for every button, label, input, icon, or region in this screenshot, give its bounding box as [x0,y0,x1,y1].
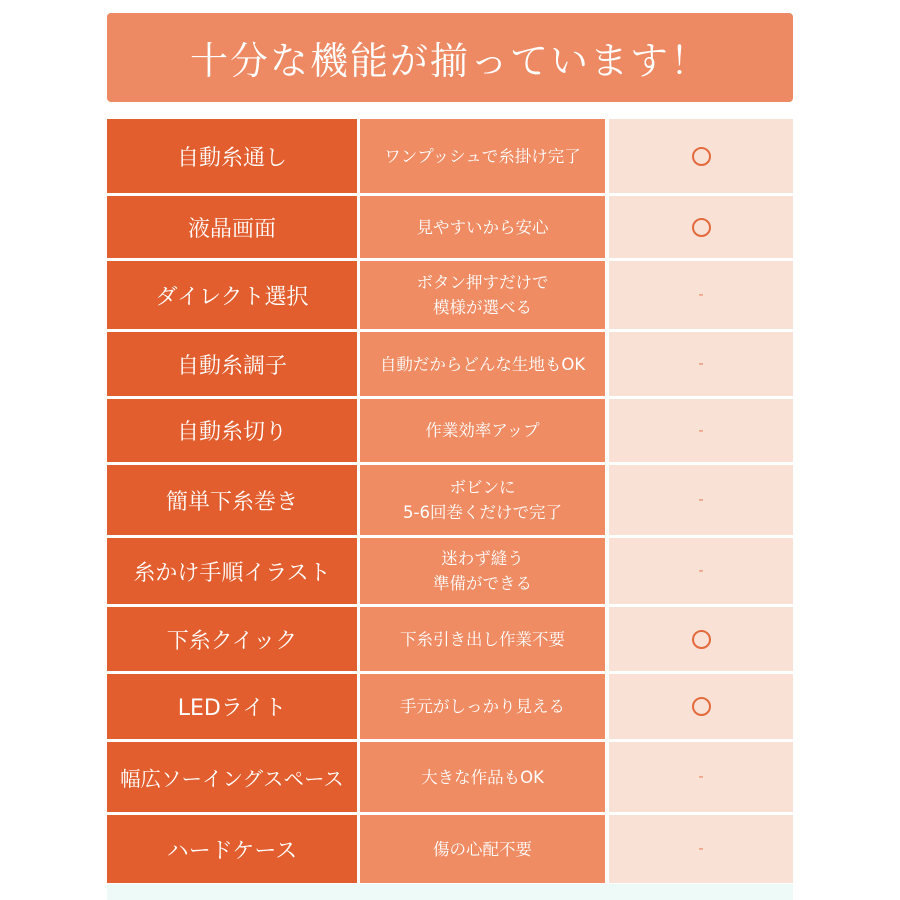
dash-mark: - [698,287,704,303]
feature-description-line: 自動だからどんな生地もOK [379,354,586,374]
feature-availability [609,607,793,671]
circle-mark-icon [692,630,711,649]
feature-row [107,196,793,258]
feature-availability [609,332,793,396]
feature-availability [609,742,793,812]
dash-mark: - [698,769,704,785]
feature-description-line: 5-6回巻くだけで完了 [403,503,562,522]
feature-name: 自動糸調子 [107,332,357,396]
feature-description-line: ボタン押すだけで [416,273,549,292]
feature-description [360,674,605,739]
feature-name: 糸かけ手順イラスト [107,538,357,604]
feature-row [107,815,793,883]
feature-description-line: 見やすいから安心 [416,217,549,237]
page-title-banner [107,13,793,102]
bottom-divider [107,884,793,900]
feature-name: ハードケース [107,815,357,883]
feature-description-line: 大きな作品もOK [421,767,544,787]
feature-availability [609,119,793,193]
feature-description [360,465,605,535]
dash-mark: - [698,422,704,439]
feature-description-line: 下糸引き出し作業不要 [400,629,565,649]
feature-description-line: ワンプッシュで糸掛け完了 [384,146,581,166]
feature-description-line: 傷の心配不要 [433,839,532,859]
feature-description-line: 準備ができる [433,574,532,593]
feature-description [360,815,605,883]
feature-description [360,332,605,396]
page-title: 十分な機能が揃っています！ [189,39,710,83]
feature-row [107,399,793,462]
feature-row [107,332,793,396]
feature-description [360,261,605,329]
dash-mark: - [698,563,704,579]
feature-table [107,119,793,886]
dash-mark: - [698,841,704,857]
feature-description [360,742,605,812]
feature-row [107,607,793,671]
feature-availability [609,815,793,883]
feature-description [360,607,605,671]
feature-name: ダイレクト選択 [107,261,357,329]
feature-availability [609,538,793,604]
feature-availability [609,261,793,329]
feature-name: 自動糸切り [107,399,357,462]
feature-description-line: 作業効率アップ [425,421,540,440]
feature-name: 自動糸通し [107,119,357,193]
feature-row [107,742,793,812]
feature-description-line: 手元がしっかり見える [400,697,565,716]
feature-description [360,119,605,193]
feature-row [107,261,793,329]
circle-mark-icon [692,218,711,237]
feature-description [360,196,605,258]
feature-description [360,538,605,604]
feature-description-line: 模様が選べる [433,298,532,317]
feature-row [107,674,793,739]
feature-name: LEDライト [107,674,357,739]
feature-availability [609,465,793,535]
circle-mark-icon [692,697,711,716]
feature-name: 幅広ソーイングスペース [107,742,357,812]
feature-availability [609,674,793,739]
feature-row [107,538,793,604]
feature-row [107,465,793,535]
feature-description-line: 迷わず縫う [441,549,524,568]
dash-mark: - [698,492,704,508]
circle-mark-icon [692,147,711,166]
feature-description [360,399,605,462]
feature-row [107,119,793,193]
feature-description-line: ボビンに [449,478,516,497]
feature-name: 下糸クイック [107,607,357,671]
feature-availability [609,399,793,462]
feature-name: 簡単下糸巻き [107,465,357,535]
feature-availability [609,196,793,258]
dash-mark: - [698,356,704,372]
feature-name: 液晶画面 [107,196,357,258]
